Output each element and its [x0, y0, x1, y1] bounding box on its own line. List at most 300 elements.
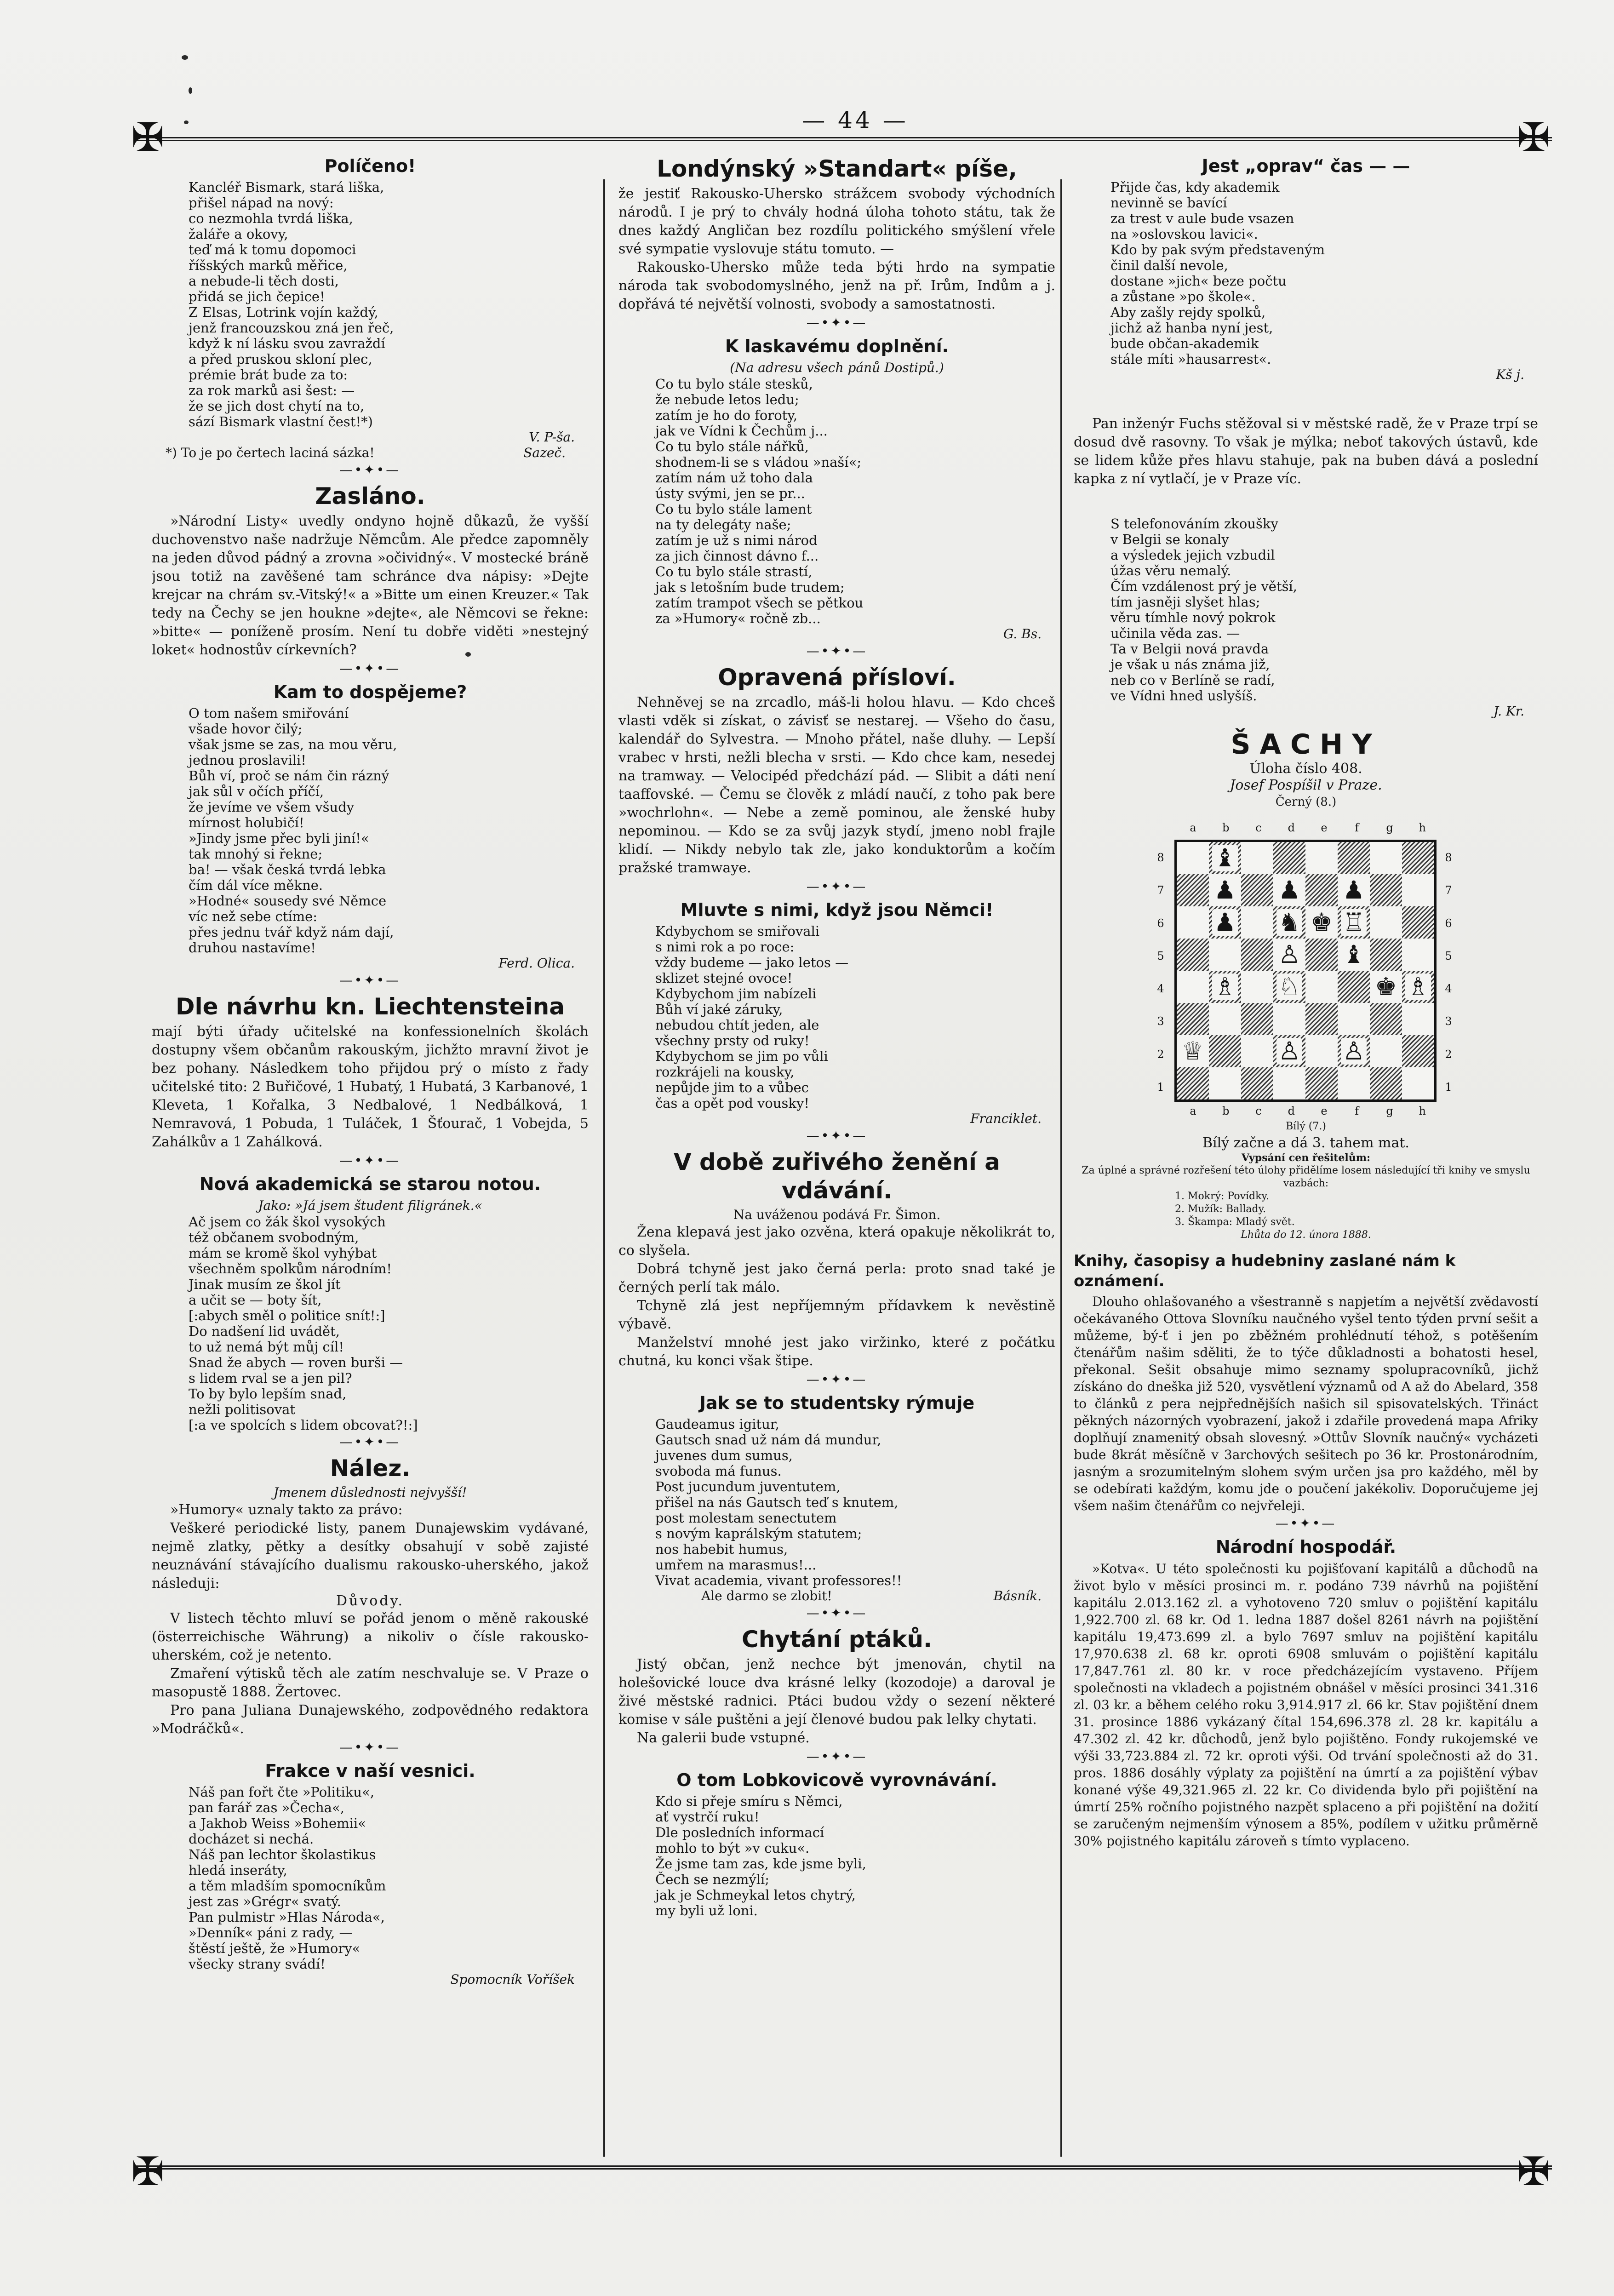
verse-line: Ač jsem co žák škol vysokých — [189, 1214, 386, 1230]
article-title: K laskavému doplnění. — [725, 336, 949, 356]
verse-line: za jich činnost dávno f... — [655, 548, 819, 564]
rank-label: 6 — [1445, 916, 1452, 930]
ornament-divider: —•✦•— — [339, 973, 401, 988]
chess-square — [1370, 971, 1402, 1003]
file-label: e — [1321, 1105, 1328, 1117]
verse-line: teď má k tomu dopomoci — [189, 242, 356, 258]
rank-label: 4 — [1157, 982, 1164, 995]
chess-square — [1209, 1067, 1241, 1099]
verse-line: zatím je ho do foroty, — [655, 407, 798, 423]
rank-label: 4 — [1445, 982, 1452, 995]
verse-line: svoboda má funus. — [655, 1463, 782, 1479]
print-speck — [189, 87, 192, 94]
article-text: V listech těchto mluví se pořád jenom o měně rakouské (österreichische Währung) a nikoliv o čísle rakousko-uherském, což je netento. — [152, 1610, 589, 1663]
article-prislovi — [618, 663, 1055, 877]
poem-verse — [1074, 179, 1538, 367]
verse-line: to už nemá být můj cíl! — [189, 1339, 344, 1355]
verse-line: Bůh ví, proč se nám čin rázný — [189, 768, 389, 784]
chess-square — [1338, 1035, 1370, 1067]
column-right — [1074, 152, 1538, 2161]
verse-line: jenž francouzskou zná jen řeč, — [189, 320, 394, 336]
signature: Franciklet. — [970, 1111, 1042, 1126]
signature: Kš j. — [1496, 367, 1524, 382]
chess-square — [1305, 1035, 1338, 1067]
verse-line: a před pruskou skloní plec, — [189, 351, 372, 367]
chess-square — [1241, 1003, 1273, 1035]
column-left — [152, 152, 589, 2161]
chessboard-diagram — [1145, 815, 1467, 1118]
black-pawn-icon: ♟ — [1212, 909, 1238, 936]
poem-verse — [152, 705, 589, 956]
rank-label: 1 — [1445, 1080, 1452, 1094]
black-pawn-icon: ♟ — [1276, 877, 1302, 904]
verse-line: víc než sebe ctíme: — [189, 909, 318, 924]
file-label: g — [1386, 1105, 1393, 1117]
verse-line: vždy budeme — jako letos — — [655, 955, 849, 970]
verse-line: Přijde čas, kdy akademik — [1110, 179, 1280, 195]
article-text: Dobrá tchyně jest jako černá perla: proto snad také je černých perlí tak málo. — [618, 1261, 1055, 1295]
white-queen-icon: ♕ — [1180, 1038, 1206, 1065]
verse-line: a nebude-li těch dosti, — [189, 273, 339, 289]
signature: J. Kr. — [1494, 704, 1524, 719]
file-label: d — [1288, 1105, 1295, 1117]
chess-task: Bílý začne a dá 3. tahem mat. — [1202, 1135, 1409, 1151]
file-label: c — [1255, 1105, 1262, 1117]
ornament-divider: —•✦•— — [339, 1740, 401, 1755]
verse-line: říšských marků měřice, — [189, 258, 348, 273]
verse-line: pan farář zas »Čecha«, — [189, 1800, 344, 1815]
verse-line: tak mnohý si řekne; — [189, 846, 323, 862]
chess-white-label: Bílý (7.) — [1286, 1121, 1326, 1132]
chess-square — [1209, 842, 1241, 874]
article-mluvte — [618, 899, 1055, 1127]
verse-line: jednou proslavili! — [189, 752, 306, 768]
verse-line: učinila věda zas. — — [1110, 625, 1240, 641]
chess-square — [1209, 906, 1241, 939]
article-title: Mluvte s nimi, když jsou Němci! — [680, 900, 994, 920]
ornament-divider: —•✦•— — [806, 643, 868, 658]
white-bishop-icon: ♗ — [1405, 973, 1431, 1000]
article-title: Londýnský »Standart« píše, — [657, 155, 1017, 182]
file-label: f — [1355, 1105, 1359, 1117]
ornament-divider: —•✦•— — [806, 1605, 868, 1620]
section-heading: Důvody. — [336, 1593, 405, 1609]
article-lobkovic — [618, 1769, 1055, 1918]
poem-last-text: Ale darmo se zlobit! — [701, 1588, 832, 1603]
chess-square — [1338, 906, 1370, 939]
article-title: Nález. — [330, 1455, 411, 1482]
verse-line: přes jednu tvář když nám dají, — [189, 924, 394, 940]
ornament-divider: —•✦•— — [339, 661, 401, 676]
verse-line: ba! — však česká tvrdá lebka — [189, 862, 386, 877]
article-doplneni — [618, 335, 1055, 642]
chess-square — [1402, 1003, 1434, 1035]
verse-line: dostane »jich« beze počtu — [1110, 273, 1287, 289]
chess-square — [1402, 906, 1434, 939]
verse-line: umřem na marasmus!... — [655, 1557, 817, 1573]
verse-line: »Hodné« sousedy své Němce — [189, 893, 387, 909]
chess-title: ŠACHY — [1231, 728, 1381, 761]
article-text: Žena klepavá jest jako ozvěna, která opakuje několikrát to, co slyšela. — [618, 1224, 1055, 1259]
chess-square — [1402, 1067, 1434, 1099]
ornament-divider: —•✦•— — [806, 1749, 868, 1764]
poem-verse — [618, 1416, 1055, 1588]
verse-line: Bůh ví jaké záruky, — [655, 1002, 783, 1017]
verse-line: nebudou chtít jeden, ale — [655, 1017, 819, 1033]
verse-line: Náš pan fořt čte »Politiku«, — [189, 1784, 374, 1800]
verse-line: nežli politisovat — [189, 1402, 296, 1417]
verse-line: jest zas »Grégr« svatý. — [189, 1894, 341, 1909]
article-text: Manželství mnohé jest jako viržinko, které z počátku chutná, ku konci však štipe. — [618, 1334, 1055, 1369]
ornament-divider: —•✦•— — [339, 1434, 401, 1449]
verse-line: ve Vídni hned uslyšíš. — [1110, 688, 1257, 704]
chess-square — [1305, 874, 1338, 906]
verse-line: štěstí ještě, že »Humory« — [189, 1941, 361, 1956]
file-label: h — [1419, 1105, 1426, 1117]
ornament-divider: —•✦•— — [806, 879, 868, 894]
white-pawn-icon: ♙ — [1276, 941, 1302, 968]
poem-verse — [152, 1214, 589, 1433]
column-rule — [603, 179, 605, 2157]
article-text: Zmaření výtisků těch ale zatím neschvaluje se. V Praze o masopustě 1888. Žertovec. — [152, 1666, 589, 1700]
ornament-divider: —•✦•— — [806, 1372, 868, 1387]
article-rymuje — [618, 1391, 1055, 1604]
page-number: — 44 — — [802, 107, 909, 133]
verse-line: mírnost holubičí! — [189, 815, 304, 830]
chess-square — [1273, 1035, 1305, 1067]
verse-line: žaláře a okovy, — [189, 226, 288, 242]
verse-line: když k ní lásku svou zavraždí — [189, 336, 385, 351]
chess-square — [1209, 939, 1241, 971]
chess-square — [1402, 971, 1434, 1003]
black-knight-icon: ♞ — [1276, 909, 1302, 936]
verse-line: v Belgii se konaly — [1110, 532, 1229, 547]
poem-verse — [618, 923, 1055, 1111]
poem-verse — [618, 376, 1055, 626]
rank-label: 5 — [1157, 949, 1164, 962]
verse-line: všechny prsty od ruky! — [655, 1033, 810, 1048]
chess-prize-item: 2. Mužík: Ballady. — [1175, 1203, 1266, 1215]
verse-line: Jinak musím ze škol jít — [189, 1277, 341, 1292]
chess-prize-item: 1. Mokrý: Povídky. — [1175, 1191, 1269, 1202]
article-nalez — [152, 1454, 589, 1738]
black-pawn-icon: ♟ — [1212, 877, 1238, 904]
article-text: »Národní Listy« uvedly ondyno hojně důkazů, že vyšší duchovenstvo naše nadržuje Němcům. Ale předce zapomněly na jeden důvod pádný a zrovna »očividný«. V mostecké bráně jsou totiž na zavěšené tam schránce dva nápisy: »Dejte krejcar na chrám sv.-Vitský!« a »Bitte um einen Kreuzer.« Tak tedy na Čechy se jen houkne »dejte«, ale Němcovi se řekne: »bitte« — poníženě prosím. Není tu dobře viděti »nestejný loket« hodnostův církevních? — [152, 513, 589, 658]
verse-line: že se jich dost chytí na to, — [189, 398, 365, 414]
signature: G. Bs. — [1003, 626, 1042, 641]
chess-black-label: Černý (8.) — [1275, 795, 1337, 809]
chess-square — [1273, 939, 1305, 971]
chess-prize-list — [1074, 1190, 1538, 1229]
verse-line: Co tu bylo stále lament — [655, 501, 812, 517]
corner-ornament-icon: ✠ — [1517, 2149, 1551, 2195]
verse-line: jichž až hanba nyní jest, — [1110, 320, 1273, 336]
verse-line: a Jakhob Weiss »Bohemii« — [189, 1815, 366, 1831]
verse-line: Gaudeamus igitur, — [655, 1416, 779, 1432]
chess-square — [1338, 1067, 1370, 1099]
verse-line: Gautsch snad už nám dá mundur, — [655, 1432, 881, 1448]
article-title: Jak se to studentsky rýmuje — [699, 1393, 975, 1413]
article-oprav-cas — [1074, 155, 1538, 383]
poem-verse — [1074, 516, 1538, 704]
verse-line: jak je Schmeykal letos chytrý, — [655, 1887, 856, 1903]
chess-square — [1402, 842, 1434, 874]
chess-square — [1273, 1067, 1305, 1099]
verse-line: neb co v Berlíně se radí, — [1110, 672, 1275, 688]
footnote-text: *) To je po čertech laciná sázka! — [166, 445, 375, 460]
article-text: Na galerii bude vstupné. — [637, 1730, 810, 1746]
poem-last-line — [618, 1588, 1055, 1604]
verse-line: ať vystrčí ruku! — [655, 1809, 760, 1825]
article-liechtenstein — [152, 992, 589, 1151]
chess-square — [1241, 906, 1273, 939]
verse-line: nos habebit humus, — [655, 1541, 788, 1557]
chess-square — [1177, 1003, 1209, 1035]
chess-square — [1305, 842, 1338, 874]
chess-square — [1177, 1035, 1209, 1067]
chess-square — [1402, 1035, 1434, 1067]
verse-line: Kdybychom se smiřovali — [655, 923, 820, 939]
chess-square — [1273, 906, 1305, 939]
chess-square — [1209, 1003, 1241, 1035]
verse-line: mohlo to být »v cuku«. — [655, 1840, 810, 1856]
verse-line: Co tu bylo stále stesků, — [655, 376, 813, 392]
poem-verse — [152, 1784, 589, 1972]
chessboard — [1174, 840, 1437, 1102]
verse-line: přišel nápad na nový: — [189, 195, 334, 211]
verse-line: stále míti »hausarrest«. — [1110, 351, 1271, 367]
chess-square — [1370, 906, 1402, 939]
file-label: a — [1190, 1105, 1196, 1117]
rank-label: 5 — [1445, 949, 1452, 962]
verse-line: Co tu bylo stále strastí, — [655, 564, 813, 579]
chess-square — [1241, 939, 1273, 971]
article-title: Políčeno! — [324, 156, 416, 176]
article-zaslano — [152, 482, 589, 659]
corner-ornament-icon: ✠ — [1517, 115, 1551, 160]
verse-line: nevinně se bavící — [1110, 195, 1227, 211]
verse-line: sklizet stejné ovoce! — [655, 970, 793, 986]
article-title: Opravená přísloví. — [718, 664, 956, 691]
chess-square — [1370, 874, 1402, 906]
white-rook-icon: ♖ — [1341, 909, 1367, 936]
verse-line: Snad že abych — roven burši — — [189, 1355, 403, 1370]
rank-label: 1 — [1157, 1080, 1164, 1094]
chess-square — [1177, 874, 1209, 906]
article-text: Nehněvej se na zrcadlo, máš-li holou hlavu. — Kdo chceš vlasti vděk si získat, o závisť se nestarej. — Všeho do času, kalendář do Sylvestra. — Mnoho přátel, naše dluhy. — Lepší vrabec v hrsti, nežli blecha v srsti. — Kdo chce kam, nesedej na tramway. — Velocipéd předchází pád. — Slibit a dáti není taaffovské. — Čemu se člověk z mládí naučí, z toho pak bere »wochrlohn«. — Nebe a země pominou, ale ženské huby nepominou. — Kdo se za svůj jazyk stydí, jmeno nobl frajle klidí. — Nikdy nebylo tak zle, jako konduktorům a kočím pražské tramwaye. — [618, 694, 1055, 876]
chess-square — [1177, 906, 1209, 939]
verse-line: jak sůl v očích příčí, — [189, 784, 324, 799]
verse-line: Vivat academia, vivant professores!! — [655, 1573, 902, 1588]
file-label: e — [1321, 821, 1328, 834]
rank-label: 2 — [1445, 1048, 1452, 1061]
chess-square — [1370, 939, 1402, 971]
article-text: Jistý občan, jenž nechce být jmenován, chytil na holešovické louce dva krásné lelky (kozodoje) a daroval je živé městské radnici. Ptáci budou vždy o sezení některé komise v sále puštěni a její členové budou pak lelky chytati. — [618, 1656, 1055, 1728]
verse-line: je však u nás známa již, — [1110, 657, 1270, 672]
rank-label: 3 — [1445, 1015, 1452, 1028]
verse-line: zatím nám už toho dala — [655, 470, 813, 486]
chess-square — [1177, 939, 1209, 971]
chess-square — [1241, 1067, 1273, 1099]
verse-line: »Denník« páni z rady, — — [189, 1925, 353, 1941]
article-title: V době zuřivého ženění a vdávání. — [673, 1149, 1001, 1204]
verse-line: my byli už loni. — [655, 1903, 758, 1918]
ornament-divider: —•✦•— — [339, 1153, 401, 1168]
file-label: c — [1255, 821, 1262, 834]
black-bishop-icon: ♝ — [1212, 845, 1238, 871]
verse-line: že jevíme ve všem všudy — [189, 799, 355, 815]
article-text: Veškeré periodické listy, panem Dunajewskim vydávané, nejmě zlatky, pětky a desítky obsahují v sobě zajisté neuznávání stávajícího dualismu rakousko-uherského, jakož následuji: — [152, 1520, 589, 1592]
verse-line: jak s letošním bude trudem; — [655, 579, 845, 595]
verse-line: Dle posledních informací — [655, 1825, 824, 1840]
chess-square — [1338, 939, 1370, 971]
verse-line: přišel na nás Gautsch teď s knutem, — [655, 1494, 899, 1510]
verse-line: Kdybychom se jim po vůli — [655, 1048, 828, 1064]
verse-line: přidá se jich čepice! — [189, 289, 325, 304]
poem-verse — [618, 1793, 1055, 1918]
verse-line: Co tu bylo stále nářků, — [655, 439, 809, 454]
chess-square — [1273, 842, 1305, 874]
chess-square — [1273, 1003, 1305, 1035]
article-title: Národní hospodář. — [1215, 1537, 1397, 1557]
verse-line: Kdo si přeje smíru s Němci, — [655, 1793, 843, 1809]
ornament-divider: —•✦•— — [1275, 1516, 1337, 1531]
verse-line: Pan pulmistr »Hlas Národa«, — [189, 1909, 385, 1925]
verse-line: všecky strany svádí! — [189, 1956, 326, 1972]
verse-line: O tom našem smiřování — [189, 705, 349, 721]
verse-line: Z Elsas, Lotrink vojín každý, — [189, 304, 378, 320]
verse-line: Post jucundum juventutem, — [655, 1479, 841, 1494]
chess-square — [1209, 874, 1241, 906]
verse-line: Čím vzdálenost prý je větší, — [1110, 578, 1297, 594]
chess-prizes-heading: Vypsání cen řešitelům: — [1241, 1152, 1371, 1164]
signature: Básník. — [993, 1588, 1042, 1603]
file-label: b — [1222, 1105, 1230, 1117]
chess-square — [1177, 971, 1209, 1003]
chess-square — [1177, 842, 1209, 874]
article-text: že jestiť Rakousko-Uhersko strážcem svobody východních národů. I je prý to chvály hodná úloha tohoto státu, tak že dnes každý Angličan bez rozdílu politického smýšlení vřele své sympatie vyslovuje státu tomuto. — — [618, 186, 1055, 257]
chess-square — [1305, 971, 1338, 1003]
verse-line: čím dál více měkne. — [189, 877, 323, 893]
article-subtitle: Jmenem důslednosti nejvyšší! — [273, 1485, 467, 1500]
verse-line: úžas věru nemalý. — [1110, 563, 1231, 578]
article-text: Tchyně zlá jest nepříjemným přídavkem k nevěstině výbavě. — [618, 1298, 1055, 1332]
article-standart — [618, 155, 1055, 314]
verse-line: a výsledek jejich vzbudil — [1110, 547, 1275, 563]
article-ptaku — [618, 1625, 1055, 1747]
article-title: Kam to dospějeme? — [273, 682, 467, 702]
verse-line: Do nadšení lid uvádět, — [189, 1323, 340, 1339]
verse-line: všade hovor čilý; — [189, 721, 303, 737]
signature: Ferd. Olica. — [498, 956, 575, 971]
article-text: »Kotva«. U této společnosti ku pojišťovaní kapitálů a důchodů na život bylo v měsíci prosinci m. r. podáno 739 návrhů na pojištění kapitálu 2.013.162 zl. a vyhotoveno 720 smluv o pojištění kapitálu 1,922.700 zl. 68 kr. Od 1. ledna 1887 došel 8261 návrh na pojištění kapitálu 19,473.699 zl. a bylo 7697 smluv na pojištění kapitálu 17,970.638 zl. 68 kr. oproti 6908 smluvám o pojištění kapitálu 17,847.761 zl. 80 kr. v roce předcházejícím vystaveno. Příjem společnosti na vkladech a pojistném obnášel v měsíci prosinci 341.316 zl. 03 kr. a během celého roku 3,914.917 zl. 66 kr. Stav pojištění dnem 31. prosince 1886 vykázaný čítal 154,696.378 zl. 28 kr. kapitálu a 47.302 zl. 42 kr. důchodů, jenž bylo pojištěno. Fondy rukojemské ve výši 33,723.884 zl. 72 kr. oproti výši. Od trvání společnosti až do 31. pros. 1886 dosáhly výplaty za pojištění na úmrtí a za pojištění výbav konané výše 49,321.965 zl. 22 kr. Co dividenda bylo při pojištění na úmrtí 25% ročního pojistného nazpět splaceno a při pojištění na dožití se zaručeným nejmenším výnosem a 85%, podílem v užitku průměrně 30% pojistného kapitálu zároveň s tímto vyplaceno. — [1074, 1561, 1538, 1849]
verse-line: nepůjde jim to a vůbec — [655, 1080, 809, 1095]
rank-label: 2 — [1157, 1048, 1164, 1061]
verse-line: druhou nastavíme! — [189, 940, 316, 956]
verse-line: zatím je už s nimi národ — [655, 532, 818, 548]
article-title: Knihy, časopisy a hudebniny zaslané nám k oznámení. — [1074, 1252, 1456, 1290]
verse-line: tím jasněji slyšet hlas; — [1110, 594, 1260, 610]
verse-line: na ty delegáty naše; — [655, 517, 791, 532]
verse-line: čas a opět pod vousky! — [655, 1095, 810, 1111]
article-title: O tom Lobkovicově vyrovnávání. — [676, 1770, 997, 1790]
rank-label: 8 — [1445, 851, 1452, 864]
verse-line: »Jindy jsme přec byli jiní!« — [189, 830, 369, 846]
chess-prizes-text: Za úplné a správné rozřešení této úlohy přidělíme losem následující tři knihy ve smyslu vazbách: — [1082, 1165, 1530, 1189]
black-king-icon: ♚ — [1309, 909, 1334, 936]
white-pawn-icon: ♙ — [1276, 1038, 1302, 1065]
chess-square — [1305, 939, 1338, 971]
chess-section — [1074, 728, 1538, 1242]
verse-line: post molestam senectutem — [655, 1510, 837, 1526]
rank-label: 8 — [1157, 851, 1164, 864]
verse-line: bude občan-akademik — [1110, 336, 1259, 351]
article-title: Nová akademická se starou notou. — [199, 1174, 541, 1194]
black-king-icon: ♚ — [1373, 973, 1399, 1000]
verse-line: Kdo by pak svým představeným — [1110, 242, 1325, 258]
file-label: g — [1386, 821, 1393, 834]
verse-line: S telefonováním zkoušky — [1110, 516, 1278, 532]
file-label: f — [1355, 821, 1359, 834]
chess-square — [1402, 939, 1434, 971]
verse-line: [:a ve spolcích s lidem obcovat?!:] — [189, 1417, 418, 1433]
verse-line: všechněm spolkům národním! — [189, 1261, 392, 1277]
white-pawn-icon: ♙ — [1341, 1038, 1367, 1065]
verse-line: [:abych směl o politice snít!:] — [189, 1308, 385, 1323]
footnote-signature: Sazeč. — [523, 445, 566, 460]
article-text: mají býti úřady učitelské na konfessionelních školách dostupny všem občanům rakouským, jichžto mravní život je bez pohany. Následkem toho přijdou prý o místo z řady učitelské tito: 2 Buřičové, 1 Hubatý, 1 Hubatá, 3 Karbanové, 1 Kleveta, 1 Kořalka, 3 Nedbalové, 1 Nedbálková, 1 Nemravová, 1 Pobuda, 1 Tuláček, 1 Šťourač, 1 Vobejda, 5 Zahálkův a 1 Zahálková. — [152, 1024, 589, 1150]
signature: Spomocník Voříšek — [450, 1972, 575, 1987]
verse-line: prémie brát bude za to: — [189, 367, 348, 383]
ornament-divider: —•✦•— — [806, 315, 868, 330]
chess-problem-author: Josef Pospíšil v Praze. — [1230, 777, 1382, 793]
chess-square — [1305, 906, 1338, 939]
verse-line: za rok marků asi šest: — — [189, 383, 355, 398]
rank-label: 7 — [1445, 884, 1452, 897]
verse-line: a učit se — boty šít, — [189, 1292, 322, 1308]
article-text: Pro pana Juliana Dunajewského, zodpovědného redaktora »Modráčků«. — [152, 1702, 589, 1737]
chess-square — [1273, 971, 1305, 1003]
article-text: Pan inženýr Fuchs stěžoval si v městské radě, že v Praze trpí se dosud dvě rasovny. To však je mýlka; neboť takových ústavů, kde se lidem kůže přes hlavu stahuje, pak na buben dává a poslední kapka z ní vytlačí, je v Praze víc. — [1074, 416, 1538, 487]
file-label: a — [1190, 821, 1196, 834]
ornament-divider: —•✦•— — [339, 462, 401, 477]
column-middle — [618, 152, 1055, 2161]
verse-line: rozkrájeli na kousky, — [655, 1064, 795, 1080]
chess-square — [1338, 971, 1370, 1003]
print-speck — [184, 120, 189, 124]
article-frakce — [152, 1759, 589, 1987]
verse-line: s lidem rval se a jen pil? — [189, 1370, 352, 1386]
article-policeno — [152, 155, 589, 461]
chess-square — [1305, 1003, 1338, 1035]
verse-line: ústy svými, jen se pr... — [655, 486, 805, 501]
article-subtitle: Jako: »Já jsem študent filigránek.« — [258, 1198, 482, 1213]
chess-deadline: Lhůta do 12. února 1888. — [1241, 1229, 1371, 1241]
chess-problem-number: Úloha číslo 408. — [1249, 761, 1362, 777]
article-title: Zasláno. — [315, 483, 425, 510]
corner-ornament-icon: ✠ — [131, 2149, 165, 2195]
chess-square — [1338, 1003, 1370, 1035]
chess-square — [1370, 1035, 1402, 1067]
verse-line: shodnem-li se s vládou »naší«; — [655, 454, 862, 470]
chess-square — [1273, 874, 1305, 906]
article-title: Chytání ptáků. — [742, 1626, 932, 1653]
verse-line: sází Bismark vlastní čest!*) — [189, 414, 373, 429]
verse-line: Aby zašly rejdy spolků, — [1110, 304, 1266, 320]
article-kam-to-dospejeme — [152, 681, 589, 971]
article-zeneni — [618, 1148, 1055, 1370]
article-title: Jest „oprav“ čas — — — [1202, 156, 1410, 176]
